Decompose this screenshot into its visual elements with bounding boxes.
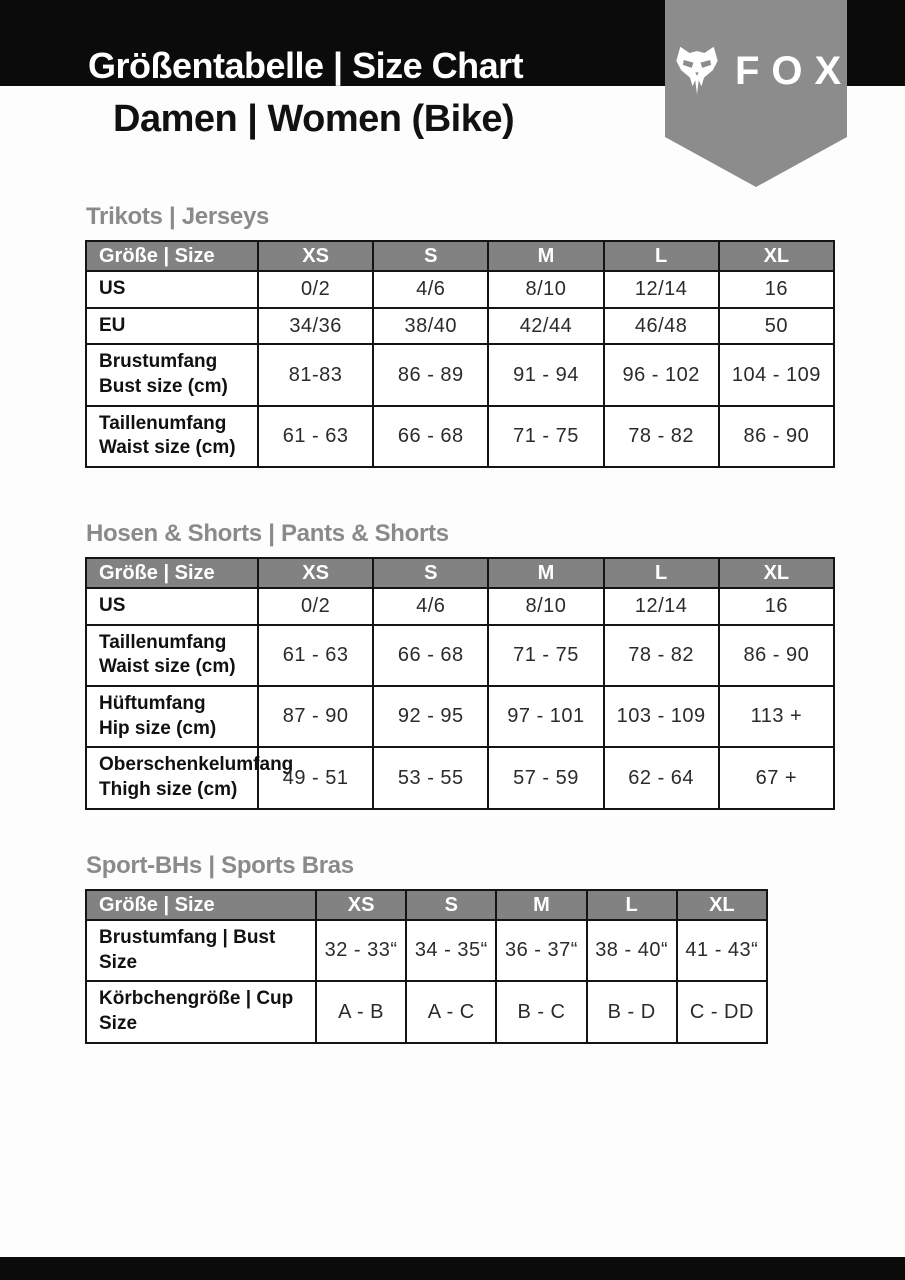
size-value-cell: 4/6 [373, 271, 488, 308]
size-value-cell: B - C [496, 981, 586, 1042]
row-label: Brustumfang Bust size (cm) [86, 344, 258, 405]
row-label: Taillenumfang Waist size (cm) [86, 625, 258, 686]
size-value-cell: 38 - 40“ [587, 920, 677, 981]
section-sports-bras [85, 852, 768, 1044]
size-column-header: XS [316, 890, 406, 920]
row-label: US [86, 588, 258, 625]
section-title: Trikots | Jerseys [86, 203, 270, 230]
size-value-cell: 78 - 82 [604, 406, 719, 467]
table-row [86, 271, 834, 308]
section-title: Sport-BHs | Sports Bras [86, 852, 354, 879]
size-value-cell: 32 - 33“ [316, 920, 406, 981]
table-row [86, 686, 834, 747]
table-header-row [86, 241, 834, 271]
size-table [85, 557, 835, 810]
size-value-cell: 38/40 [373, 308, 488, 345]
size-column-header: S [406, 890, 496, 920]
size-value-cell: 49 - 51 [258, 747, 373, 808]
row-label: Taillenumfang Waist size (cm) [86, 406, 258, 467]
size-column-header: XL [719, 558, 834, 588]
table-row [86, 406, 834, 467]
size-value-cell: 12/14 [604, 271, 719, 308]
size-column-header: M [496, 890, 586, 920]
size-value-cell: 0/2 [258, 271, 373, 308]
table-row [86, 588, 834, 625]
table-row [86, 308, 834, 345]
size-column-header: XS [258, 558, 373, 588]
section-jerseys [85, 203, 835, 468]
table-row [86, 625, 834, 686]
size-value-cell: 86 - 90 [719, 406, 834, 467]
size-value-cell: 8/10 [488, 588, 603, 625]
size-column-header: L [587, 890, 677, 920]
size-value-cell: 34 - 35“ [406, 920, 496, 981]
size-column-header: XL [719, 241, 834, 271]
section-pants-shorts [85, 520, 835, 810]
table-row [86, 981, 767, 1042]
table-header-row [86, 558, 834, 588]
size-table [85, 240, 835, 468]
size-value-cell: 16 [719, 588, 834, 625]
size-label-header: Größe | Size [86, 241, 258, 271]
size-column-header: XS [258, 241, 373, 271]
size-value-cell: 53 - 55 [373, 747, 488, 808]
size-column-header: L [604, 558, 719, 588]
size-value-cell: 103 - 109 [604, 686, 719, 747]
size-value-cell: 113 + [719, 686, 834, 747]
size-value-cell: A - B [316, 981, 406, 1042]
size-value-cell: 57 - 59 [488, 747, 603, 808]
size-value-cell: 81-83 [258, 344, 373, 405]
table-row [86, 344, 834, 405]
size-column-header: M [488, 558, 603, 588]
size-value-cell: 66 - 68 [373, 406, 488, 467]
page-subtitle: Damen | Women (Bike) [113, 98, 515, 140]
size-value-cell: 78 - 82 [604, 625, 719, 686]
size-value-cell: 62 - 64 [604, 747, 719, 808]
size-value-cell: 16 [719, 271, 834, 308]
size-value-cell: 91 - 94 [488, 344, 603, 405]
size-value-cell: 61 - 63 [258, 406, 373, 467]
bottom-black-bar [0, 1257, 905, 1280]
size-value-cell: 50 [719, 308, 834, 345]
size-column-header: L [604, 241, 719, 271]
size-value-cell: 12/14 [604, 588, 719, 625]
size-value-cell: 92 - 95 [373, 686, 488, 747]
size-value-cell: 97 - 101 [488, 686, 603, 747]
size-value-cell: 36 - 37“ [496, 920, 586, 981]
table-header-row [86, 890, 767, 920]
size-table [85, 889, 768, 1044]
size-value-cell: 104 - 109 [719, 344, 834, 405]
row-label: Brustumfang | Bust Size [86, 920, 316, 981]
fox-head-icon [675, 46, 719, 96]
row-label: US [86, 271, 258, 308]
size-column-header: XL [677, 890, 767, 920]
size-column-header: M [488, 241, 603, 271]
size-value-cell: C - DD [677, 981, 767, 1042]
size-value-cell: 42/44 [488, 308, 603, 345]
size-column-header: S [373, 558, 488, 588]
size-value-cell: 66 - 68 [373, 625, 488, 686]
size-value-cell: 61 - 63 [258, 625, 373, 686]
size-value-cell: 46/48 [604, 308, 719, 345]
size-value-cell: 86 - 90 [719, 625, 834, 686]
size-value-cell: 67 + [719, 747, 834, 808]
brand-wordmark: FOX [735, 49, 854, 93]
size-value-cell: B - D [587, 981, 677, 1042]
size-value-cell: 71 - 75 [488, 406, 603, 467]
size-value-cell: 71 - 75 [488, 625, 603, 686]
size-value-cell: 0/2 [258, 588, 373, 625]
section-title: Hosen & Shorts | Pants & Shorts [86, 520, 449, 547]
page-title: Größentabelle | Size Chart [88, 45, 524, 86]
size-value-cell: 96 - 102 [604, 344, 719, 405]
brand-pennant [665, 0, 854, 137]
size-value-cell: 4/6 [373, 588, 488, 625]
table-row [86, 747, 834, 808]
row-label: Hüftumfang Hip size (cm) [86, 686, 258, 747]
row-label: EU [86, 308, 258, 345]
size-value-cell: 41 - 43“ [677, 920, 767, 981]
size-value-cell: 34/36 [258, 308, 373, 345]
size-value-cell: 86 - 89 [373, 344, 488, 405]
size-label-header: Größe | Size [86, 890, 316, 920]
row-label: Körbchengröße | Cup Size [86, 981, 316, 1042]
row-label: Oberschenkelumfang Thigh size (cm) [86, 747, 258, 808]
size-label-header: Größe | Size [86, 558, 258, 588]
table-row [86, 920, 767, 981]
size-value-cell: 87 - 90 [258, 686, 373, 747]
brand-pennant-tip [665, 137, 847, 187]
size-column-header: S [373, 241, 488, 271]
size-value-cell: 8/10 [488, 271, 603, 308]
size-value-cell: A - C [406, 981, 496, 1042]
